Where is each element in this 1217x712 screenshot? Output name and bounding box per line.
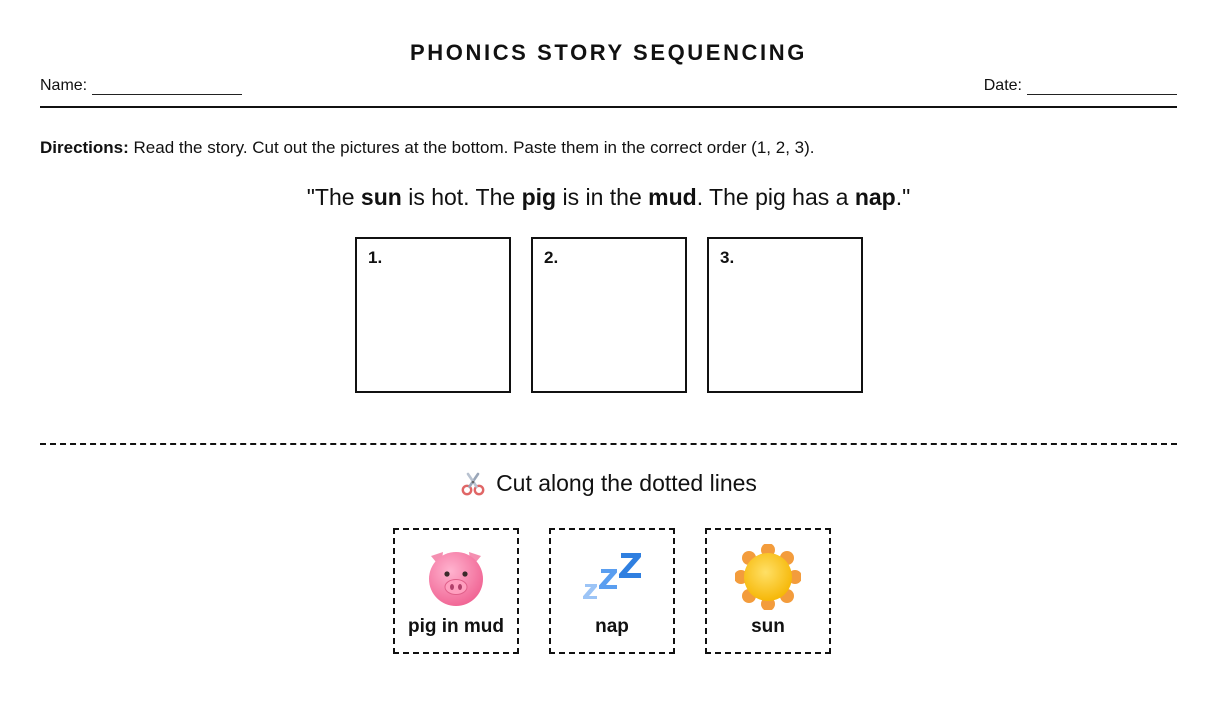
- date-label: Date:: [983, 77, 1022, 94]
- worksheet-title: PHONICS STORY SEQUENCING: [410, 40, 807, 65]
- worksheet-page: [40, 0, 1177, 712]
- cut-caption: [40, 470, 1177, 497]
- name-label: Name:: [40, 77, 88, 94]
- cut-caption-text: Cut along the dotted lines: [496, 470, 757, 496]
- zzz-sleep-icon: [551, 544, 673, 610]
- sequence-box-1[interactable]: [355, 237, 511, 393]
- sequence-number: 3.: [720, 248, 735, 267]
- cutout-card-sun[interactable]: [705, 528, 831, 654]
- sun-icon: [707, 544, 829, 610]
- story-text: "The: [306, 184, 361, 210]
- date-field: [984, 77, 1177, 95]
- name-field: [40, 77, 242, 95]
- directions-text: Read the story. Cut out the pictures at the bottom. Paste them in the correct order (1, 2, 3).: [128, 138, 815, 157]
- header-divider: [40, 106, 1177, 108]
- story-text: is in the: [556, 184, 649, 210]
- story-text: . The pig has a: [696, 184, 855, 210]
- story-keyword: sun: [360, 184, 402, 210]
- story-keyword: nap: [854, 184, 896, 210]
- cutout-card-pig[interactable]: [393, 528, 519, 654]
- cutout-cards: [393, 528, 831, 654]
- card-label: nap: [595, 616, 629, 637]
- card-label: pig in mud: [407, 616, 505, 637]
- pig-face-icon: [395, 544, 517, 610]
- card-label: sun: [751, 616, 785, 637]
- sequence-number: 2.: [544, 248, 559, 267]
- story-keyword: mud: [648, 184, 697, 210]
- directions: [40, 138, 1177, 158]
- directions-label: Directions:: [40, 138, 129, 157]
- story-text: .": [895, 184, 911, 210]
- date-blank-line: [1027, 80, 1177, 95]
- story-text: is hot. The: [401, 184, 522, 210]
- sequence-number: 1.: [368, 248, 383, 267]
- scissors-icon: [460, 471, 486, 497]
- name-blank-line: [92, 80, 242, 95]
- story-sentence: [40, 184, 1177, 211]
- cutout-card-nap[interactable]: [549, 528, 675, 654]
- sequence-box-2[interactable]: [531, 237, 687, 393]
- meta-row: [40, 77, 1177, 97]
- sequence-box-3[interactable]: [707, 237, 863, 393]
- sequence-boxes: [355, 237, 863, 393]
- story-keyword: pig: [521, 184, 557, 210]
- cut-line: [40, 443, 1177, 445]
